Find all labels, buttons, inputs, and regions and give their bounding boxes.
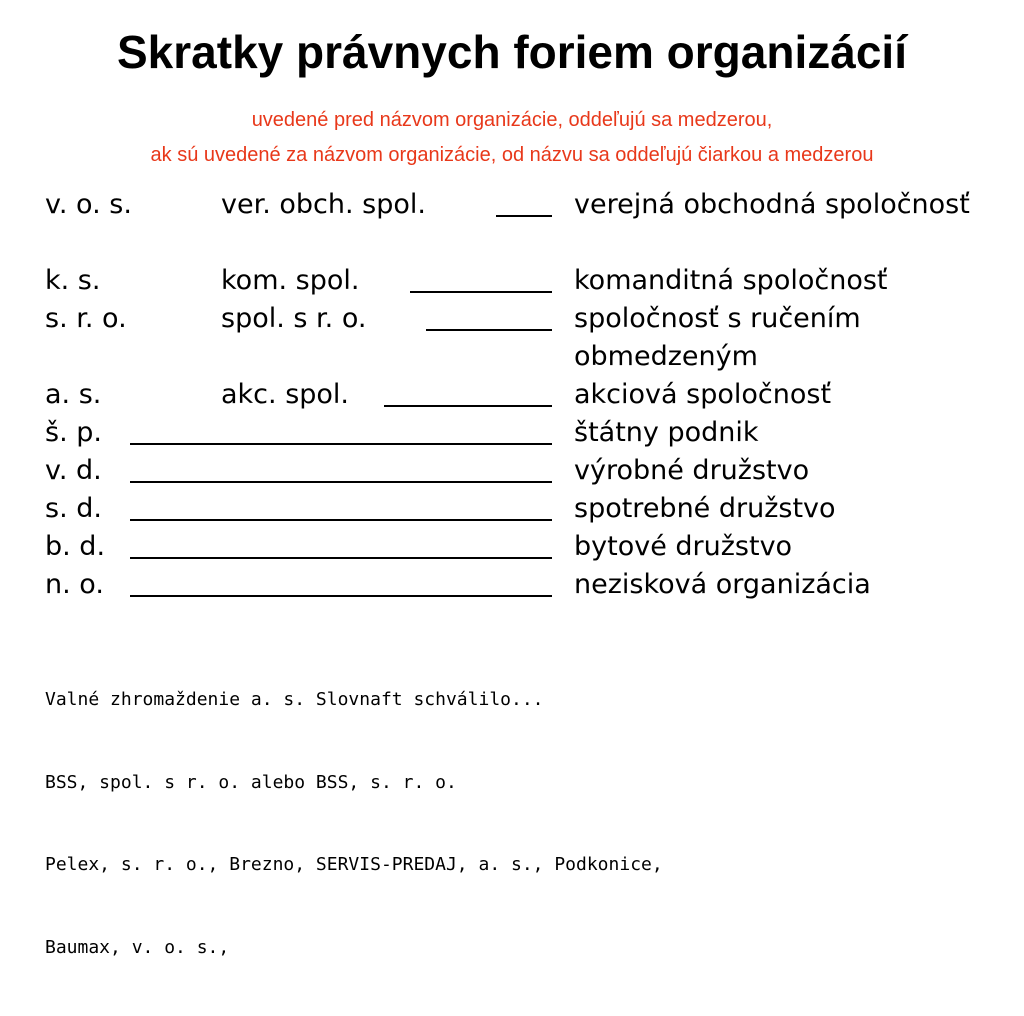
example-line: BSS, spol. s r. o. alebo BSS, s. r. o.: [45, 771, 457, 793]
full-name: akciová spoločnosť: [574, 379, 832, 410]
fill-line: [130, 519, 552, 521]
table-row: [0, 376, 1024, 414]
full-name: verejná obchodná spoločnosť: [574, 189, 970, 220]
abbreviation: v. o. s.: [45, 189, 132, 220]
fill-line: [384, 405, 552, 407]
example-line: Baumax, v. o. s.,: [45, 936, 230, 958]
table-row: [0, 490, 1024, 528]
full-name: nezisková organizácia: [574, 569, 871, 600]
table-row: [0, 186, 1024, 262]
table-row: [0, 414, 1024, 452]
abbreviation: n. o.: [45, 569, 104, 600]
fill-line: [130, 481, 552, 483]
table-row: [0, 262, 1024, 300]
full-name: spoločnosť s ručením obmedzeným: [574, 303, 861, 372]
alternate-abbreviation: ver. obch. spol.: [221, 189, 426, 220]
alternate-abbreviation: spol. s r. o.: [221, 303, 367, 334]
abbreviation: s. d.: [45, 493, 102, 524]
abbreviation: k. s.: [45, 265, 101, 296]
abbreviation: s. r. o.: [45, 303, 127, 334]
full-name: bytové družstvo: [574, 531, 793, 562]
abbreviation: v. d.: [45, 455, 102, 486]
examples-block: [45, 631, 1005, 1016]
alternate-abbreviation: akc. spol.: [221, 379, 349, 410]
full-name: štátny podnik: [574, 417, 759, 448]
abbreviation-table: [0, 186, 1024, 604]
alternate-abbreviation: kom. spol.: [221, 265, 360, 296]
fill-line: [130, 595, 552, 597]
fill-line: [496, 215, 552, 217]
table-row: [0, 528, 1024, 566]
fill-line: [130, 443, 552, 445]
table-row: [0, 452, 1024, 490]
table-row: [0, 300, 1024, 376]
abbreviation: a. s.: [45, 379, 102, 410]
table-row: [0, 566, 1024, 604]
fill-line: [130, 557, 552, 559]
full-name: komanditná spoločnosť: [574, 265, 888, 296]
subtitle-line-2: ak sú uvedené za názvom organizácie, od názvu sa oddeľujú čiarkou a medzerou: [150, 144, 874, 166]
fill-line: [426, 329, 552, 331]
full-name: výrobné družstvo: [574, 455, 810, 486]
fill-line: [410, 291, 552, 293]
example-line: Valné zhromaždenie a. s. Slovnaft schválilo...: [45, 689, 544, 710]
abbreviation: b. d.: [45, 531, 106, 562]
example-line: Pelex, s. r. o., Brezno, SERVIS-PREDAJ, a. s., Podkonice,: [45, 854, 663, 875]
slide-title: Skratky právnych foriem organizácií: [117, 26, 907, 78]
abbreviation: š. p.: [45, 417, 102, 448]
full-name: spotrebné družstvo: [574, 493, 836, 524]
subtitle-line-1: uvedené pred názvom organizácie, oddeľujú sa medzerou,: [251, 109, 773, 131]
